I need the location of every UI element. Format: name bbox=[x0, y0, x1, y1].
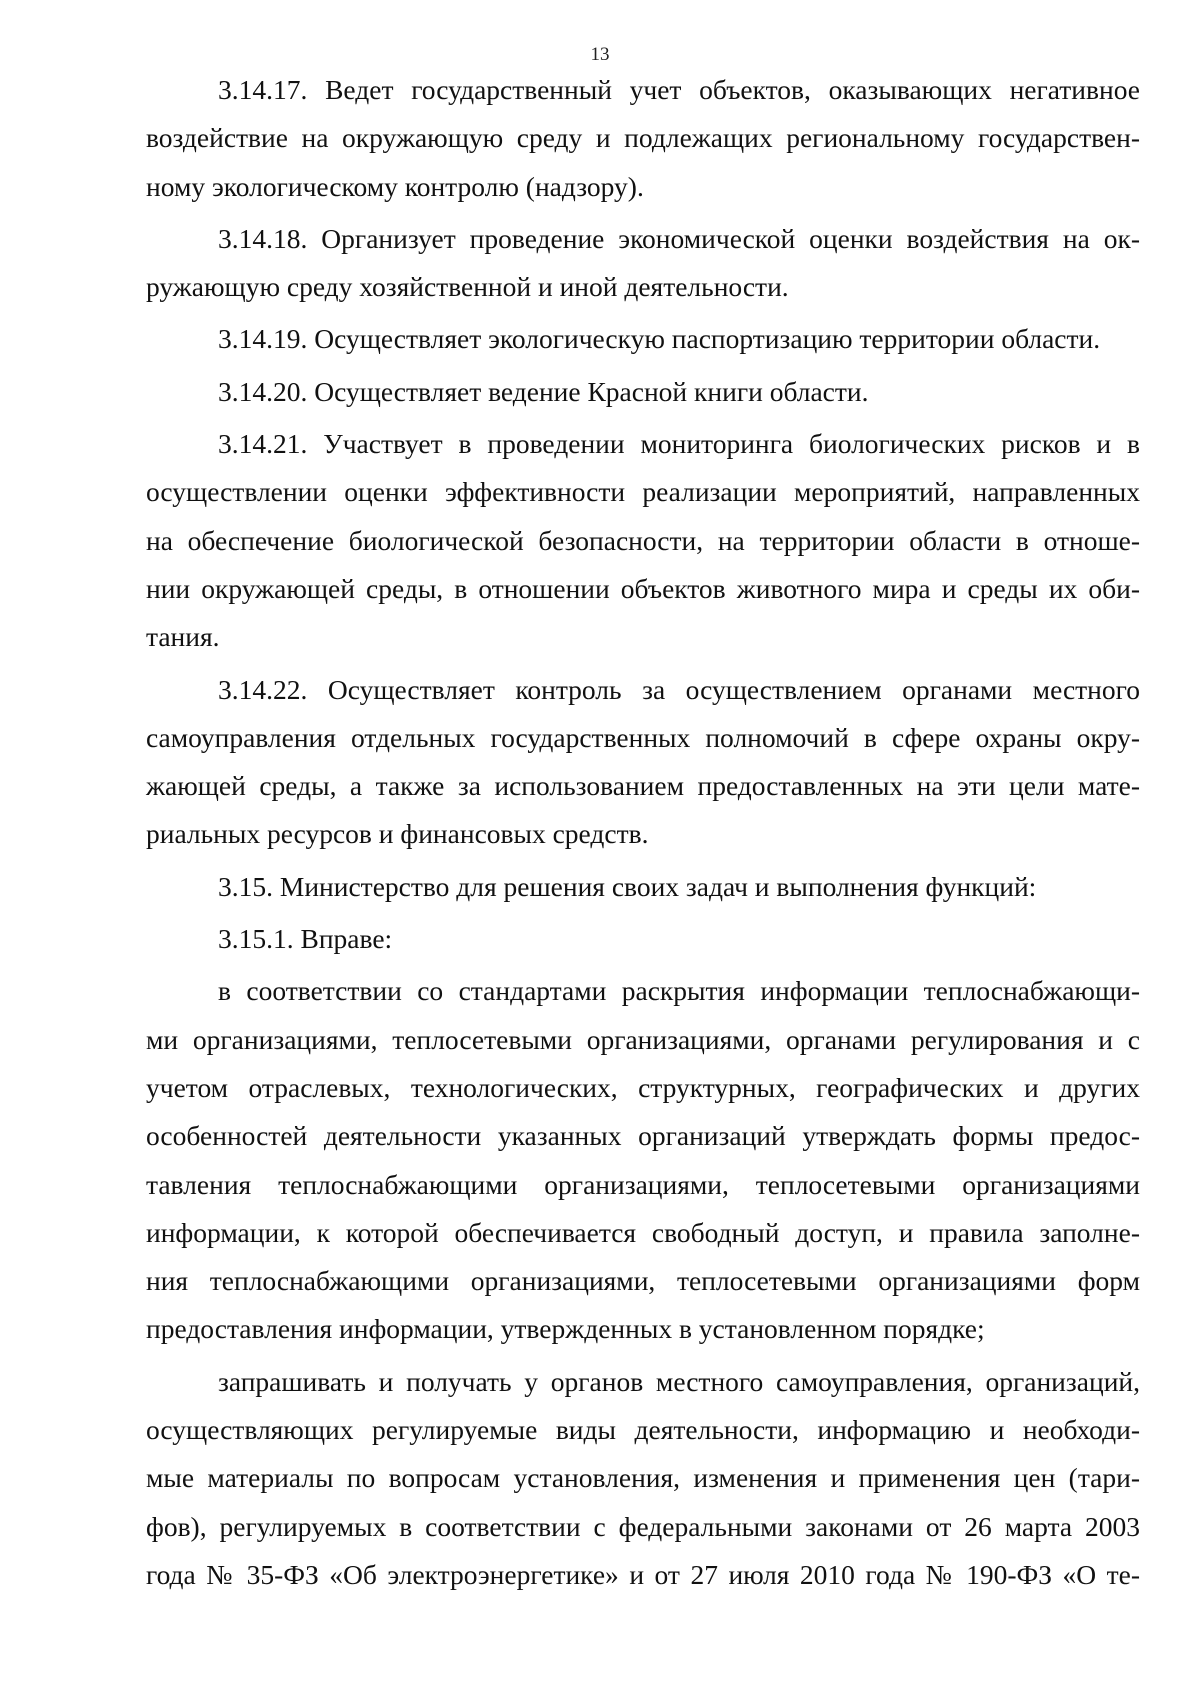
text-line: в соответствии со стандартами раскрытия информации теплоснабжающи- bbox=[218, 975, 1140, 1007]
text-line: тания. bbox=[146, 621, 220, 653]
paragraph-3-15-1 bbox=[146, 915, 1140, 963]
text-line: 3.14.19. Осуществляет экологическую паспортизацию территории области. bbox=[218, 323, 1101, 355]
text-line: на обеспечение биологической безопасности, на территории области в отноше- bbox=[146, 524, 1140, 556]
text-line: ми организациями, теплосетевыми организациями, органами регулирования и с bbox=[146, 1023, 1140, 1055]
paragraph-3-14-18 bbox=[146, 215, 1140, 312]
document-body bbox=[146, 66, 1140, 1599]
paragraph-request bbox=[146, 1358, 1140, 1599]
text-line: ружающую среду хозяйственной и иной деятельности. bbox=[146, 271, 789, 303]
text-line: жающей среды, а также за использованием предоставленных на эти цели мате- bbox=[146, 770, 1140, 802]
text-line: осуществляющих регулируемые виды деятельности, информацию и необходи- bbox=[146, 1414, 1140, 1446]
text-line: 3.14.22. Осуществляет контроль за осуществлением органами местного bbox=[218, 673, 1140, 705]
paragraph-3-14-22 bbox=[146, 666, 1140, 859]
text-line: фов), регулируемых в соответствии с федеральными законами от 26 марта 2003 bbox=[146, 1510, 1140, 1542]
text-line: года № 35-ФЗ «Об электроэнергетике» и от 27 июля 2010 года № 190-ФЗ «О те- bbox=[146, 1558, 1140, 1590]
text-line: мые материалы по вопросам установления, изменения и применения цен (тари- bbox=[146, 1462, 1140, 1494]
text-line: предоставления информации, утвержденных в установленном порядке; bbox=[146, 1313, 985, 1345]
paragraph-3-14-21 bbox=[146, 420, 1140, 661]
text-line: 3.14.18. Организует проведение экономической оценки воздействия на ок- bbox=[218, 222, 1140, 254]
text-line: ния теплоснабжающими организациями, теплосетевыми организациями форм bbox=[146, 1265, 1140, 1297]
text-line: воздействие на окружающую среду и подлежащих региональному государствен- bbox=[146, 122, 1140, 154]
text-line: особенностей деятельности указанных организаций утверждать формы предос- bbox=[146, 1120, 1140, 1152]
text-line: 3.14.17. Ведет государственный учет объектов, оказывающих негативное bbox=[218, 74, 1140, 105]
text-line: 3.14.21. Участвует в проведении мониторинга биологических рисков и в bbox=[218, 428, 1140, 460]
text-line: 3.14.20. Осуществляет ведение Красной книги области. bbox=[218, 375, 869, 407]
text-line: тавления теплоснабжающими организациями, теплосетевыми организациями bbox=[146, 1168, 1140, 1200]
paragraph-standards bbox=[146, 967, 1140, 1353]
text-line: нии окружающей среды, в отношении объектов животного мира и среды их оби- bbox=[146, 572, 1140, 604]
page-number: 13 bbox=[590, 44, 610, 65]
text-line: 3.15.1. Вправе: bbox=[218, 923, 393, 955]
text-line: риальных ресурсов и финансовых средств. bbox=[146, 818, 649, 850]
paragraph-3-15 bbox=[146, 863, 1140, 911]
paragraph-3-14-19 bbox=[146, 315, 1140, 363]
text-line: самоуправления отдельных государственных полномочий в сфере охраны окру- bbox=[146, 721, 1140, 753]
text-line: учетом отраслевых, технологических, структурных, географических и других bbox=[146, 1071, 1140, 1103]
text-line: запрашивать и получать у органов местного самоуправления, организаций, bbox=[218, 1365, 1140, 1397]
text-line: информации, к которой обеспечивается свободный доступ, и правила заполне- bbox=[146, 1216, 1140, 1248]
paragraph-3-14-17 bbox=[146, 66, 1140, 211]
text-line: ному экологическому контролю (надзору). bbox=[146, 170, 644, 202]
paragraph-3-14-20 bbox=[146, 368, 1140, 416]
text-line: 3.15. Министерство для решения своих задач и выполнения функций: bbox=[218, 870, 1037, 902]
text-line: осуществлении оценки эффективности реализации мероприятий, направленных bbox=[146, 476, 1140, 508]
